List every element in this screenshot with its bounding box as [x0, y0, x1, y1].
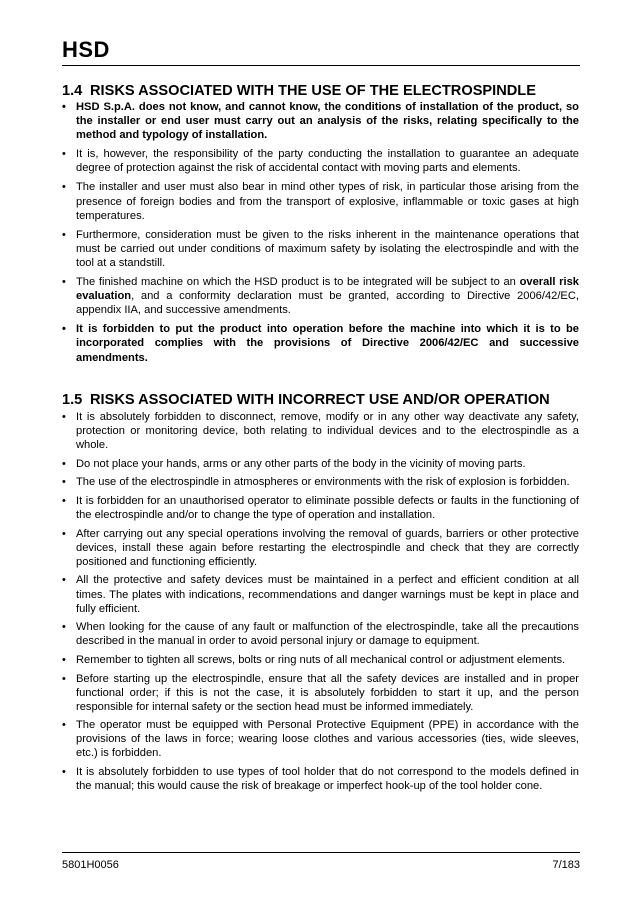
- bold-text: It is forbidden to put the product into operation before the machine into which it is to be incorporated complies with the provisions of Directive 2006/42/EC and successive amendments.: [76, 323, 579, 364]
- section-number: 1.5: [62, 392, 83, 408]
- section-1-5-bullet-list: [62, 410, 579, 798]
- list-item: • When looking for the cause of any fault or malfunction of the electrospindle, take all the precautions described in the manual in order to avoid personal injury or damage to equipment.: [62, 620, 579, 648]
- list-item: • It is forbidden for an unauthorised operator to eliminate possible defects or faults in the functioning of the electrospindle and/or to change the type of operation and installation.: [62, 494, 579, 522]
- section-title-text: RISKS ASSOCIATED WITH INCORRECT USE AND/OR OPERATION: [90, 392, 550, 408]
- text: Furthermore, consideration must be given to the risks inherent in the maintenance operations that must be carried out under conditions of maximum safety by isolating the electrospindle and with the tool at a standstill.: [76, 228, 579, 269]
- text: The finished machine on which the HSD product is to be integrated will be subject to an: [76, 276, 520, 289]
- section-number: 1.4: [62, 83, 83, 99]
- list-item: • Before starting up the electrospindle, ensure that all the safety devices are installed and in proper functional order; if this is not the case, it is absolutely forbidden to start it up, and the person responsible for internal safety or the section head must be informed immediately.: [62, 672, 579, 714]
- text: The installer and user must also bear in mind other types of risk, in particular those arising from the presence of foreign bodies and from the transport of explosive, inflammable or toxic gases at high temperatures.: [76, 181, 579, 222]
- hsd-logo: HSD: [62, 37, 110, 62]
- list-item: [62, 228, 579, 270]
- list-item: [62, 322, 579, 364]
- section-1-5-heading: [62, 391, 550, 409]
- page-number: 7/183: [552, 859, 580, 871]
- text: It is, however, the responsibility of the party conducting the installation to guarantee an adequate degree of protection against the risk of accidental contact with moving parts and elements.: [76, 148, 579, 175]
- list-item: • Remember to tighten all screws, bolts or ring nuts of all mechanical control or adjustment elements.: [62, 653, 579, 667]
- list-item: • The operator must be equipped with Personal Protective Equipment (PPE) in accordance with the provisions of the laws in force; wearing loose clothes and various accessories (ties, wide sleeves, etc.) is forbidden.: [62, 718, 579, 760]
- bold-text: overall risk evaluation: [76, 276, 579, 303]
- list-item: • It is absolutely forbidden to disconnect, remove, modify or in any other way deactivate any safety, protection or monitoring device, both relating to individual devices and to the electrospindle as a whole.: [62, 410, 579, 452]
- list-item: • After carrying out any special operations involving the removal of guards, barriers or other protective devices, install these again before restarting the electrospindle and check that they are correctly positioned and functioning efficiently.: [62, 527, 579, 569]
- list-item: [62, 180, 579, 222]
- bold-text: HSD S.p.A. does not know, and cannot know, the conditions of installation of the product, so the installer or end user must carry out an analysis of the risks, relating specifically to the method and typology of installation.: [76, 101, 579, 142]
- list-item: [62, 147, 579, 175]
- section-1-4-bullet-list: [62, 100, 579, 370]
- list-item: • The use of the electrospindle in atmospheres or environments with the risk of explosion is forbidden.: [62, 475, 579, 489]
- footer-divider: [62, 852, 580, 853]
- list-item: • All the protective and safety devices must be maintained in a perfect and efficient condition at all times. The plates with indications, recommendations and danger warnings must be kept in place and fully efficient.: [62, 573, 579, 615]
- section-1-4-heading: [62, 82, 536, 100]
- list-item: • Do not place your hands, arms or any other parts of the body in the vicinity of moving parts.: [62, 457, 579, 471]
- list-item: • It is absolutely forbidden to use types of tool holder that do not correspond to the models defined in the manual; this would cause the risk of breakage or imperfect hook-up of the tool holder cone.: [62, 765, 579, 793]
- list-item: [62, 100, 579, 142]
- list-item: [62, 275, 579, 317]
- section-title-text: RISKS ASSOCIATED WITH THE USE OF THE ELECTROSPINDLE: [90, 83, 536, 99]
- text: , and a conformity declaration must be granted, according to Directive 2006/42/EC, appendix IIA, and successive amendments.: [76, 290, 579, 317]
- document-code: 5801H0056: [62, 859, 119, 871]
- header-divider: [62, 65, 580, 66]
